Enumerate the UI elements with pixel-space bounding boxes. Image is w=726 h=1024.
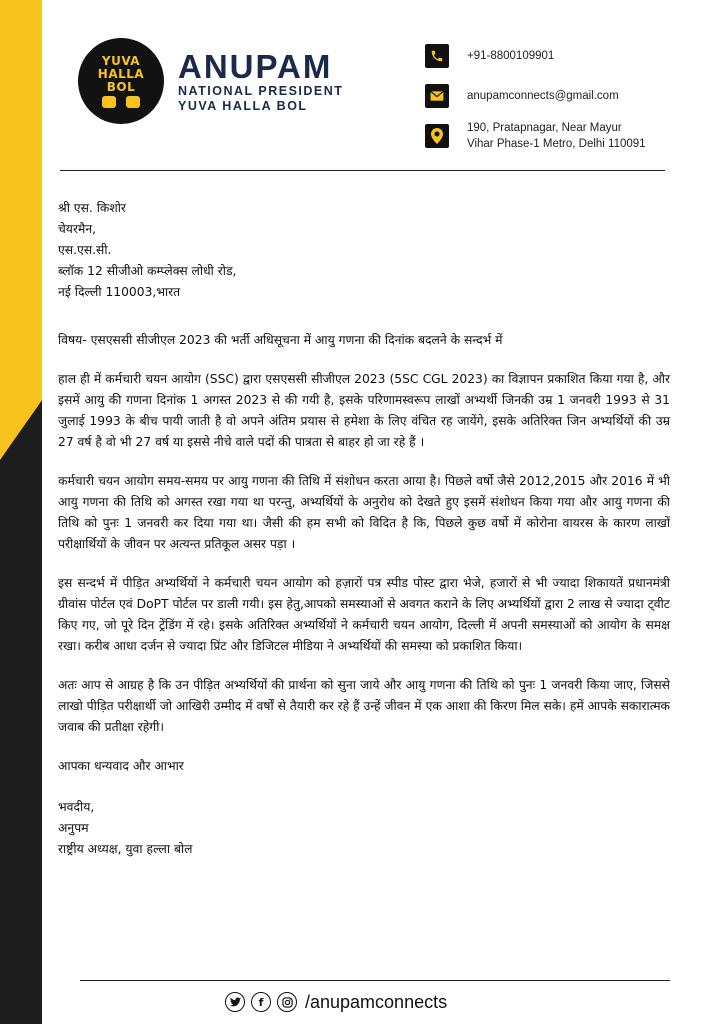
brand-title-line-2: YUVA HALLA BOL — [178, 99, 308, 113]
brand-name: ANUPAM — [178, 48, 333, 85]
brand-block — [178, 50, 343, 114]
logo-line-3: BOL — [106, 79, 136, 94]
footer-divider — [80, 980, 670, 981]
letter-body — [58, 198, 670, 860]
recipient-line-3: एस.एस.सी. — [58, 243, 112, 257]
subject-line: विषय- एसएससी सीजीएल 2023 की भर्ती अधिसूचना में आयु गणना की दिनांक बदलने के सन्दर्भ में — [58, 333, 503, 347]
phone-number: +91-8800109901 — [467, 50, 555, 62]
closing-line: आपका धन्यवाद और आभार — [58, 759, 184, 773]
recipient-line-4: ब्लॉक 12 सीजीओ कम्प्लेक्स लोधी रोड, — [58, 264, 237, 278]
side-stripe-yellow — [0, 0, 42, 420]
email-address: anupamconnects@gmail.com — [467, 90, 619, 102]
logo-line-1: YUVA — [101, 53, 141, 68]
yuva-halla-bol-logo — [78, 38, 164, 124]
facebook-icon[interactable]: f — [251, 992, 271, 1012]
location-pin-icon — [425, 124, 449, 148]
twitter-icon[interactable] — [225, 992, 245, 1012]
side-stripe-dark — [0, 420, 42, 1024]
contact-phone — [425, 44, 725, 68]
paragraph-2: कर्मचारी चयन आयोग समय-समय पर आयु गणना की तिथि में संशोधन करता आया है। पिछले वर्षो जैसे 2012,2015 और 2016 में भी आयु गणना की तिथि को अगस्त रखा गया था परन्तु, अभ्यर्थियों के अनुरोध को देखते हुए इसमें संशोधन किया गया और आयु गणना की तिथि को पुनः 1 जनवरी कर दिया गया था। जैसी की हम सभी को विदित है कि, पिछले कुछ वर्षो में कोरोना वायरस के कारण लाखों परीक्षार्थियों के जीवन पर अत्यन्त प्रतिकूल असर पड़ा । — [58, 474, 670, 551]
side-stripe-diagonal — [0, 380, 42, 460]
contact-address — [425, 120, 725, 152]
recipient-line-5: नई दिल्ली 110003,भारत — [58, 285, 181, 299]
signature-line-3: राष्ट्रीय अध्यक्ष, युवा हल्ला बोल — [58, 842, 193, 856]
letterhead — [60, 0, 726, 170]
social-handle[interactable]: /anupamconnects — [305, 991, 448, 1012]
recipient-address — [58, 198, 670, 303]
instagram-icon[interactable] — [277, 992, 297, 1012]
logo-line-2: HALLA — [97, 66, 145, 81]
address-line-2: Vihar Phase-1 Metro, Delhi 110091 — [467, 138, 646, 150]
postal-address — [467, 120, 646, 152]
social-footer — [225, 990, 447, 1014]
mail-icon — [425, 84, 449, 108]
paragraph-3: इस सन्दर्भ में पीड़ित अभ्यर्थियों ने कर्मचारी चयन आयोग को हज़ारों पत्र स्पीड पोस्ट द्वारा भेजे, हजारों से भी ज्यादा शिकायतें प्रधानमंत्री ग्रीवांस पोर्टल एवं DoPT पोर्टल पर डाली गयी। इस हेतु,आपको समस्याओं से अवगत कराने के लिए अभ्यर्थियों द्वारा 2 लाख से ज्यादा ट्वीट किए गए, जो पूरे दिन ट्रेंडिंग में रहे। इसके अतिरिक्त अभ्यर्थियों ने कर्मचारी चयन आयोग, दिल्ली में अपनी समस्याओं को आयोग के समक्ष रखा। करीब आधा दर्जन से ज्यादा प्रिंट और डिजिटल मीडिया ने अभ्यर्थियों की समस्या को प्रकाशित किया। — [58, 576, 670, 653]
header-divider — [60, 170, 665, 171]
raised-fists-icon — [102, 96, 140, 108]
address-line-1: 190, Pratapnagar, Near Mayur — [467, 122, 622, 134]
signature-block — [58, 797, 670, 860]
phone-icon — [425, 44, 449, 68]
recipient-line-1: श्री एस. किशोर — [58, 201, 126, 215]
recipient-line-2: चेयरमैन, — [58, 222, 97, 236]
brand-title-line-1: NATIONAL PRESIDENT — [178, 84, 344, 98]
signature-line-1: भवदीय, — [58, 800, 95, 814]
paragraph-1: हाल ही में कर्मचारी चयन आयोग (SSC) द्वारा एसएससी सीजीएल 2023 (5SC CGL 2023) का विज्ञापन प्रकाशित किया गया है, और इसमें आयु की गणना दिनांक 1 अगस्त 2023 से की गयी है, इसके परिणामस्वरूप लाखों अभ्यर्थी जिनकी उम्र 1 जनवरी 1993 से 31 जुलाई 1993 के बीच पायी जाती है वो अपने अंतिम प्रयास से हमेशा के लिए वंचित रह जायेंगे, इसके अतिरिक्त जिन अभ्यर्थियों की उम्र 27 वर्ष है वो भी 27 वर्ष या इससे नीचे वाले पदों की पात्रता से बाहर हो जा रहे हैं । — [58, 372, 670, 449]
signature-line-2: अनुपम — [58, 821, 89, 835]
paragraph-4: अतः आप से आग्रह है कि उन पीड़ित अभ्यर्थियों की प्रार्थना को सुना जाये और आयु गणना की तिथि को पुनः 1 जनवरी किया जाए, जिससे लाखो पीड़ित परीक्षार्थी जो आखिरी उम्मीद में वर्षों से तैयारी कर रहे हैं उन्हें जीवन में एक आशा की किरण मिल सके। हमें आपके सकारात्मक जवाब की प्रतीक्षा रहेगी। — [58, 678, 670, 734]
contact-email — [425, 84, 725, 108]
